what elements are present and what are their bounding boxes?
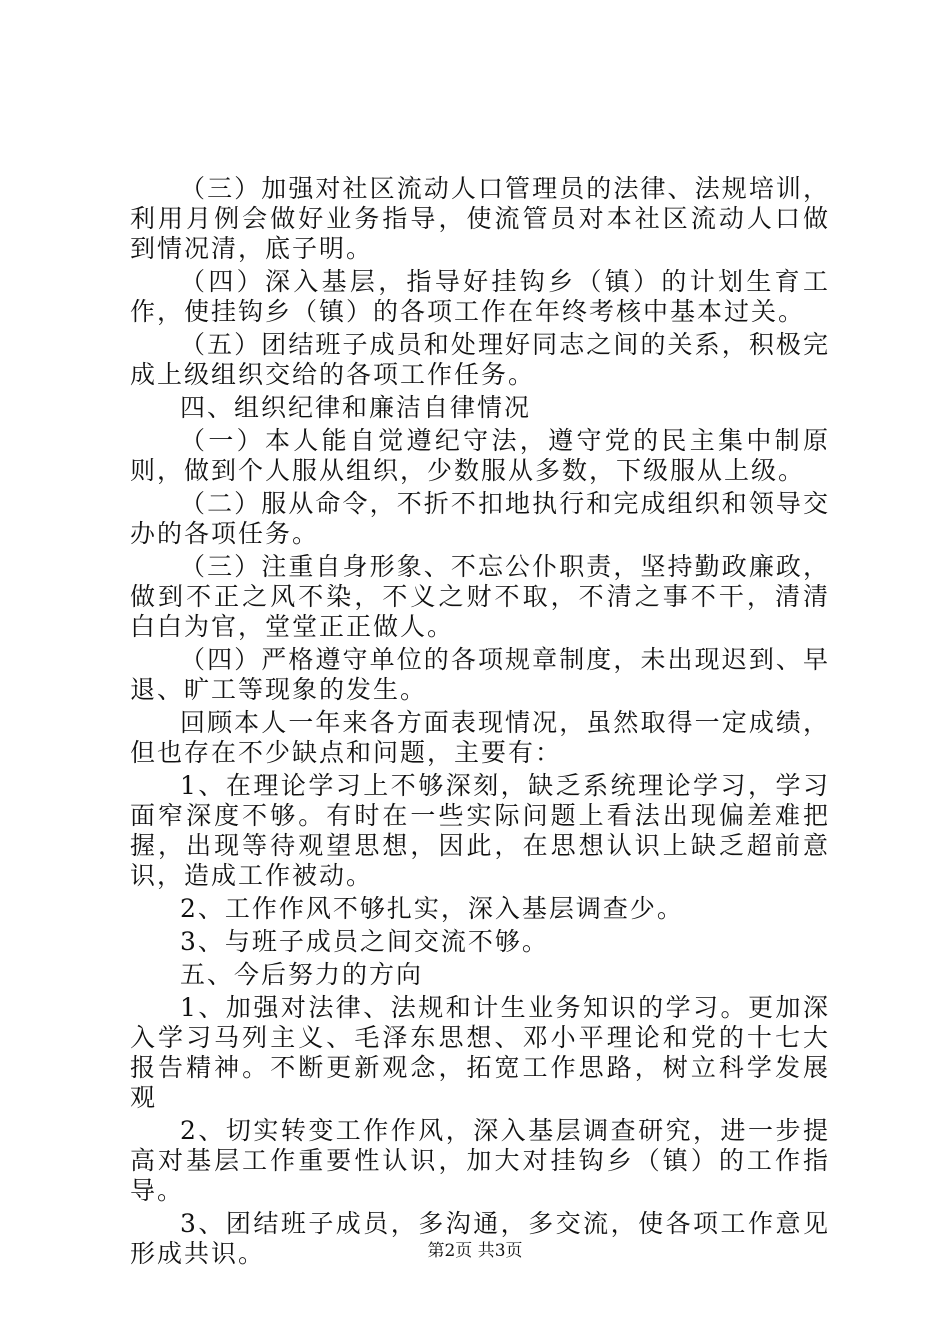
paragraph-item: 2、工作作风不够扎实，深入基层调查少。: [180, 894, 684, 923]
paragraph-item: 2、切实转变工作作风，深入基层调查研究，进一步提高对基层工作重要性认识，加大对挂钩乡（镇）的工作指导。: [130, 1116, 830, 1205]
paragraph-item: 回顾本人一年来各方面表现情况，虽然取得一定成绩，但也存在不少缺点和问题，主要有：: [130, 708, 830, 767]
page-number-label: 第2页 共3页: [427, 1241, 523, 1261]
document-body: [130, 174, 830, 1272]
paragraph-item: （五）团结班子成员和处理好同志之间的关系，积极完成上级组织交给的各项工作任务。: [130, 330, 830, 389]
section-heading: 四、组织纪律和廉洁自律情况: [180, 393, 532, 422]
page-footer: [0, 1240, 950, 1262]
paragraph-item: （四）深入基层，指导好挂钩乡（镇）的计划生育工作，使挂钩乡（镇）的各项工作在年终考核中基本过关。: [130, 267, 830, 326]
paragraph-item: 3、与班子成员之间交流不够。: [180, 927, 549, 956]
paragraph-item: （四）严格遵守单位的各项规章制度，未出现迟到、早退、旷工等现象的发生。: [130, 645, 830, 704]
paragraph-item: （二）服从命令，不折不扣地执行和完成组织和领导交办的各项任务。: [130, 489, 830, 548]
paragraph-item: 1、在理论学习上不够深刻，缺乏系统理论学习，学习面窄深度不够。有时在一些实际问题上看法出现偏差难把握，出现等待观望思想，因此，在思想认识上缺乏超前意识，造成工作被动。: [130, 771, 830, 890]
paragraph-item: 3、团结班子成员，多沟通，多交流，使各项工作意见形成共识。: [130, 1209, 830, 1268]
paragraph-item: （三）注重自身形象、不忘公仆职责，坚持勤政廉政，做到不正之风不染，不义之财不取，不清之事不干，清清白白为官，堂堂正正做人。: [130, 552, 830, 641]
paragraph-item: （三）加强对社区流动人口管理员的法律、法规培训，利用月例会做好业务指导，使流管员对本社区流动人口做到情况清，底子明。: [130, 174, 830, 263]
paragraph-item: （一）本人能自觉遵纪守法，遵守党的民主集中制原则，做到个人服从组织，少数服从多数，下级服从上级。: [130, 426, 830, 485]
paragraph-item: 1、加强对法律、法规和计生业务知识的学习。更加深入学习马列主义、毛泽东思想、邓小平理论和党的十七大报告精神。不断更新观念，拓宽工作思路，树立科学发展观: [130, 993, 830, 1112]
section-heading: 五、今后努力的方向: [180, 960, 424, 989]
